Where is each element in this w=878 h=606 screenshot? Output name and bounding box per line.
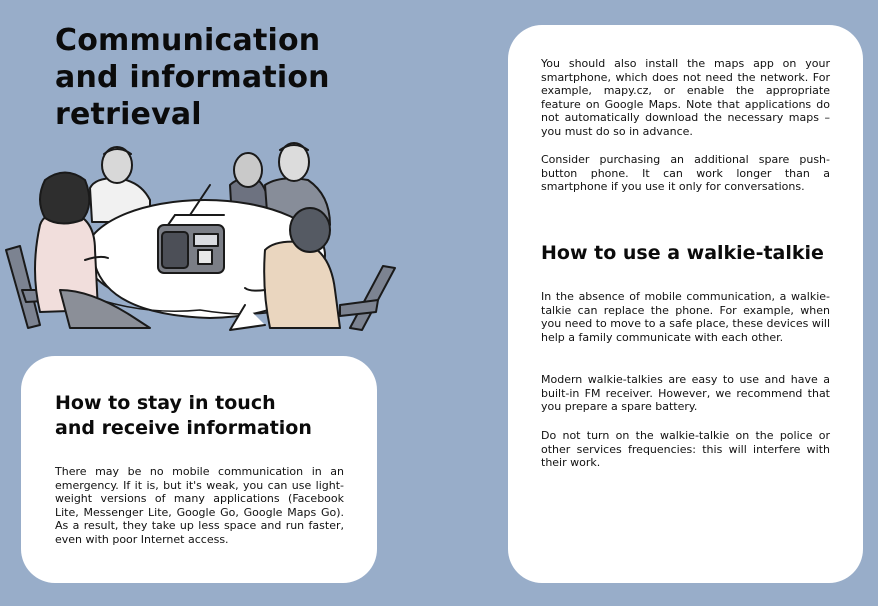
walkie-talkie-frequency-paragraph: Do not turn on the walkie-talkie on the police or other services frequencies: this will interfere with their work. bbox=[541, 429, 830, 470]
page-title bbox=[55, 22, 330, 133]
page-title-line-2: and information bbox=[55, 60, 330, 95]
walkie-talkie-intro-paragraph: In the absence of mobile communication, a walkie-talkie can replace the phone. For example, when you need to move to a safe place, these devices will help a family communicate with each other. bbox=[541, 290, 830, 344]
walkie-talkie-card bbox=[508, 25, 863, 583]
stay-in-touch-card bbox=[21, 356, 377, 583]
walkie-talkie-heading: How to use a walkie-talkie bbox=[541, 242, 824, 264]
stay-in-touch-heading-line-1: How to stay in touch bbox=[55, 392, 276, 414]
stay-in-touch-heading bbox=[55, 391, 345, 441]
push-button-phone-paragraph: Consider purchasing an additional spare push-button phone. It can work longer than a smartphone if you use it only for conversations. bbox=[541, 153, 830, 194]
page-title-line-1: Communication bbox=[55, 23, 321, 58]
page-title-line-3: retrieval bbox=[55, 97, 202, 132]
family-at-table-with-radio-illustration bbox=[0, 140, 410, 340]
stay-in-touch-paragraph: There may be no mobile communication in an emergency. If it is, but it's weak, you can use light-weight versions of many applications (Facebook Lite, Messenger Lite, Google Go, Google Maps Go). As a result, they take up less space and run faster, even with poor Internet access. bbox=[55, 465, 344, 546]
maps-app-paragraph: You should also install the maps app on your smartphone, which does not need the network. For example, mapy.cz, or enable the appropriate feature on Google Maps. Note that applications do not automatically download the necessary maps – you must do so in advance. bbox=[541, 57, 830, 138]
walkie-talkie-battery-paragraph: Modern walkie-talkies are easy to use and have a built-in FM receiver. However, we recommend that you prepare a spare battery. bbox=[541, 373, 830, 414]
stay-in-touch-heading-line-2: and receive information bbox=[55, 417, 312, 439]
